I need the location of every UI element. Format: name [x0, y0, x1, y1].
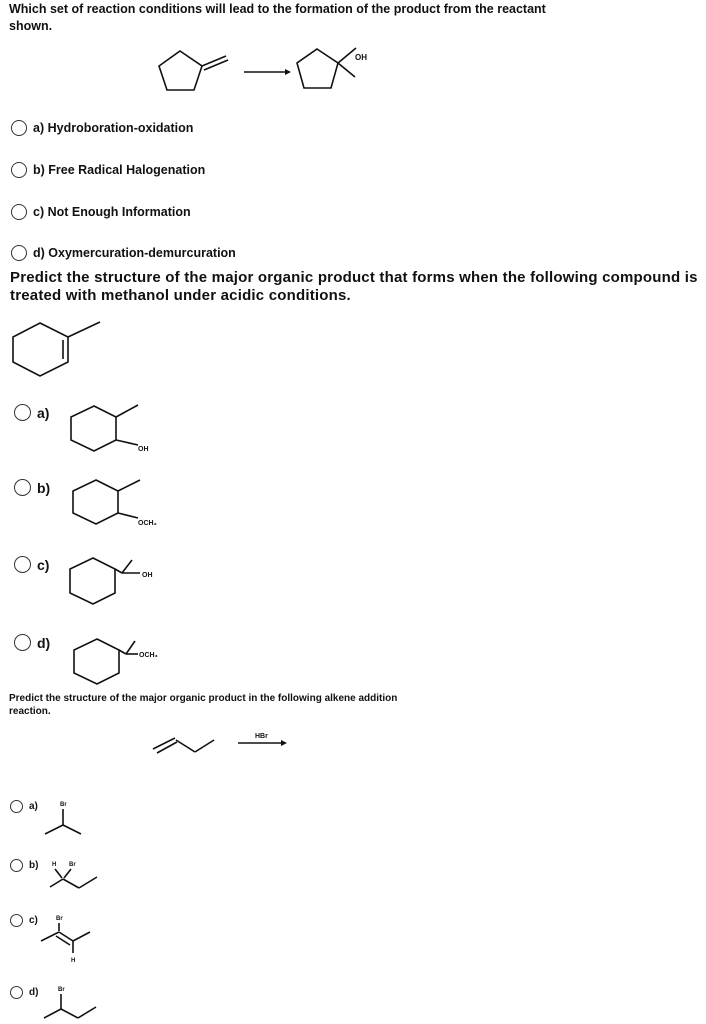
question-2-prompt: Predict the structure of the major organic product that forms when the following compound is treated with methanol under acidic conditions.: [10, 269, 698, 304]
q2-option-b-label: b): [37, 479, 51, 496]
q2-option-d-label: d): [37, 634, 51, 651]
q1-option-b-label: b) Free Radical Halogenation: [33, 163, 206, 177]
svg-text:Br: Br: [56, 916, 63, 922]
q1-option-c-label: c) Not Enough Information: [33, 205, 191, 219]
q3-option-c-label: c): [29, 915, 38, 926]
svg-text:H: H: [71, 958, 76, 964]
svg-text:Br: Br: [60, 802, 67, 808]
svg-text:H: H: [52, 862, 57, 868]
q1-product-oh-label: OH: [355, 53, 367, 62]
q3-option-d-label: d): [29, 987, 39, 998]
q2-option-c-label: c): [37, 556, 50, 573]
q2-option-b-group-label: OCH₃: [138, 520, 157, 527]
question-3-prompt: Predict the structure of the major organic product in the following alkene addition reaction.: [9, 693, 398, 717]
q2-option-a-label: a): [37, 404, 50, 421]
q2-option-d-group-label: OCH₃: [139, 652, 158, 659]
q1-option-d-label: d) Oxymercuration-demurcuration: [33, 246, 236, 260]
svg-text:Br: Br: [69, 862, 76, 868]
q1-option-a-label: a) Hydroboration-oxidation: [33, 121, 194, 135]
q3-reagent-label: HBr: [255, 733, 268, 740]
svg-text:Br: Br: [58, 987, 65, 993]
q3-option-b-label: b): [29, 860, 39, 871]
q2-option-a-group-label: OH: [138, 446, 149, 453]
q2-option-c-group-label: OH: [142, 572, 153, 579]
question-1-prompt: Which set of reaction conditions will lead to the formation of the product from the reactant shown.: [9, 2, 546, 33]
q3-option-a-label: a): [29, 801, 38, 812]
